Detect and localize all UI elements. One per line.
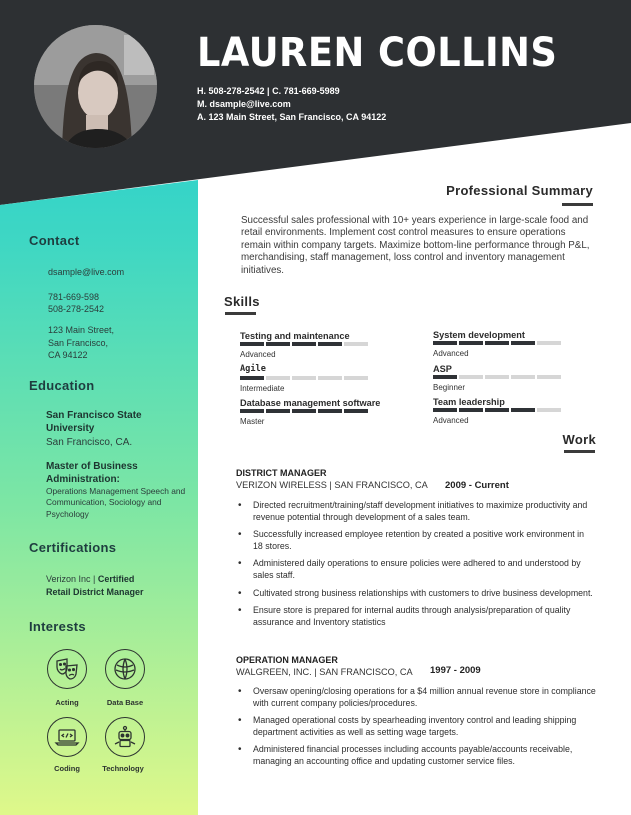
theater-masks-icon: [47, 649, 87, 689]
skill-level-bar: [433, 341, 561, 345]
skill-name: ASP: [433, 364, 452, 374]
skill-level: Advanced: [433, 349, 469, 358]
laptop-code-icon: [47, 717, 87, 757]
skill-level: Beginner: [433, 383, 466, 392]
job-title: OPERATION MANAGER: [236, 655, 338, 665]
contact-heading: Contact: [29, 233, 80, 248]
skill-bar-segment: [511, 408, 535, 412]
education-degree-detail: Operations Management Speech and Communication, Sociology and Psychology: [46, 486, 186, 519]
skill-bar-segment: [266, 409, 290, 413]
database-icon: [105, 649, 145, 689]
skill-name: Team leadership: [433, 397, 505, 407]
candidate-name: LAUREN COLLINS: [197, 30, 558, 76]
skill-name: Testing and maintenance: [240, 331, 350, 341]
skill-bar-segment: [459, 341, 483, 345]
address-line: A. 123 Main Street, San Francisco, CA 94122: [197, 112, 387, 122]
skill-level: Master: [240, 417, 265, 426]
portrait-image: [34, 25, 157, 148]
skill-bar-segment: [511, 341, 535, 345]
skill-bar-segment: [344, 376, 368, 380]
skill-bar-segment: [344, 409, 368, 413]
job-company: WALGREEN, INC. | SAN FRANCISCO, CA: [236, 667, 413, 677]
certification-org: Verizon Inc |: [46, 574, 98, 584]
skills-heading: Skills: [224, 294, 260, 309]
job-bullet: • Ensure store is prepared for internal audits through analysis/preparation of quality assurance and Inventory statistics: [236, 605, 596, 628]
summary-heading: Professional Summary: [446, 183, 593, 198]
job-bullet: • Oversaw opening/closing operations for a $4 million annual revenue store in compliance with current company policies/procedures.: [236, 686, 596, 709]
skill-bar-segment: [433, 341, 457, 345]
skill-bar-segment: [485, 341, 509, 345]
job-bullet: • Successfully increased employee retention by created a positive work environment in 18 stores.: [236, 529, 596, 552]
job-title: DISTRICT MANAGER: [236, 468, 327, 478]
contact-address-1: 123 Main Street,: [48, 325, 115, 335]
education-degree: Master of Business Administration:: [46, 461, 138, 485]
job-bullet: • Directed recruitment/training/staff development initiatives to maximize productivity and revenue potential through development of a sales team.: [236, 500, 596, 523]
skill-bar-segment: [318, 376, 342, 380]
skill-name: System development: [433, 330, 525, 340]
education-heading: Education: [29, 378, 95, 393]
certification-line-1: [46, 573, 134, 586]
phone-line: H. 508-278-2542 | C. 781-669-5989: [197, 86, 340, 96]
skill-name: Database management software: [240, 398, 381, 408]
skill-level-bar: [240, 409, 368, 413]
contact-address-3: CA 94122: [48, 350, 88, 360]
summary-text: Successful sales professional with 10+ years experience in large-scale food and retail environments. Implement cost control measures to ensure operations remain within company targets. Maximize bottom-line performance through P&L, merchandising, staff management, loss control and inventory management initiatives.: [241, 215, 590, 276]
interest-label-acting: Acting: [55, 698, 79, 707]
job-bullet: • Managed operational costs by spearheading inventory control and leading shipping department activities as well as setting wage targets.: [236, 715, 596, 738]
avatar: [34, 25, 157, 148]
job-dates: 1997 - 2009: [430, 665, 481, 676]
interests-heading: Interests: [29, 619, 86, 634]
skill-name: Agile: [240, 364, 266, 374]
work-heading: Work: [562, 432, 596, 447]
skill-bar-segment: [344, 342, 368, 346]
job-bullet: • Cultivated strong business relationships with customers to drive business development.: [236, 588, 596, 600]
skill-level-bar: [433, 408, 561, 412]
skill-bar-segment: [537, 341, 561, 345]
skills-heading-underline: [225, 312, 256, 315]
contact-email[interactable]: dsample@live.com: [48, 267, 125, 277]
skill-bar-segment: [433, 375, 457, 379]
job-bullets: [236, 500, 596, 628]
skill-level-bar: [240, 342, 368, 346]
interest-label-technology: Technology: [102, 764, 144, 773]
skill-bar-segment: [511, 375, 535, 379]
skill-bar-segment: [537, 375, 561, 379]
skill-bar-segment: [240, 376, 264, 380]
skill-bar-segment: [485, 375, 509, 379]
skill-level: Advanced: [240, 350, 276, 359]
work-heading-underline: [564, 450, 595, 453]
skill-level-bar: [433, 375, 561, 379]
summary-heading-underline: [562, 203, 593, 206]
skill-bar-segment: [459, 408, 483, 412]
skill-bar-segment: [433, 408, 457, 412]
skill-level: Intermediate: [240, 384, 285, 393]
skill-bar-segment: [292, 409, 316, 413]
certification-name-part2: Retail District Manager: [46, 587, 144, 597]
skill-bar-segment: [266, 376, 290, 380]
skill-level-bar: [240, 376, 368, 380]
skill-bar-segment: [537, 408, 561, 412]
interest-label-database: Data Base: [106, 698, 144, 707]
skill-bar-segment: [318, 409, 342, 413]
education-location: San Francisco, CA.: [46, 437, 133, 448]
skill-bar-segment: [459, 375, 483, 379]
certifications-heading: Certifications: [29, 540, 117, 555]
skill-bar-segment: [485, 408, 509, 412]
job-company: VERIZON WIRELESS | SAN FRANCISCO, CA: [236, 480, 428, 490]
interest-label-coding: Coding: [54, 764, 80, 773]
robot-icon: [105, 717, 145, 757]
job-bullet: • Administered daily operations to ensure policies were adhered to and understood by sales staff.: [236, 558, 596, 581]
skill-bar-segment: [292, 376, 316, 380]
job-dates: 2009 - Current: [445, 480, 509, 491]
skill-bar-segment: [292, 342, 316, 346]
skill-bar-segment: [240, 409, 264, 413]
education-school: San Francisco State University: [46, 410, 142, 434]
contact-phone-2: 508-278-2542: [48, 304, 105, 314]
job-bullet: • Administered financial processes including accounts payable/accounts receivable, managing an accounting office and updating customer service files.: [236, 744, 596, 767]
skill-bar-segment: [240, 342, 264, 346]
contact-address-2: San Francisco,: [48, 338, 109, 348]
skill-bar-segment: [318, 342, 342, 346]
certification-name-part1: Certified: [97, 574, 135, 584]
skill-bar-segment: [266, 342, 290, 346]
contact-phone-1: 781-669-598: [48, 292, 100, 302]
job-bullets: [236, 686, 596, 768]
skill-level: Advanced: [433, 416, 469, 425]
email-line: M. dsample@live.com: [197, 99, 291, 109]
